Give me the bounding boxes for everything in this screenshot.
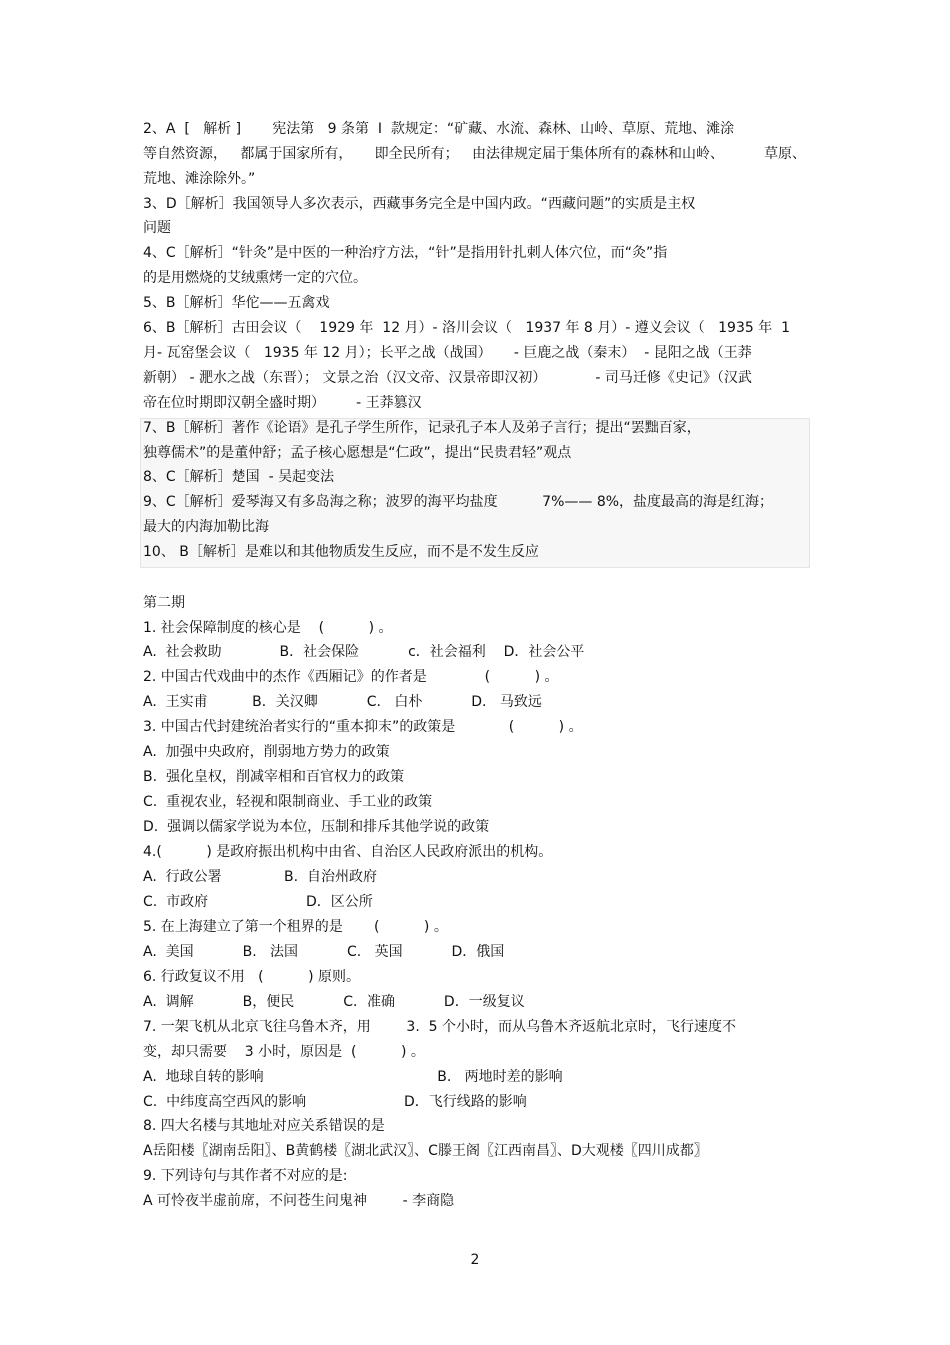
question-line: D. 强调以儒家学说为本位，压制和排斥其他学说的政策 xyxy=(143,819,490,835)
answer-line: 月- 瓦窑堡会议（ 1935 年 12 月）；长平之战（战国） - 巨鹿之战（秦末） - 昆阳之战（王莽 xyxy=(143,345,752,361)
question-line: 3. 中国古代封建统治者实行的“重本抑末”的政策是 ( ) 。 xyxy=(143,719,583,735)
question-line: A. 调解 B，便民 C．准确 D．一级复议 xyxy=(143,994,525,1010)
section-title: 第二期 xyxy=(143,595,185,611)
answer-line: 5、B［解析］华佗——五禽戏 xyxy=(143,295,330,311)
answer-line: 荒地、滩涂除外。” xyxy=(143,171,256,187)
question-line: 6. 行政复议不用 ( ) 原则。 xyxy=(143,969,361,985)
question-line: A. 社会救助 B．社会保险 c．社会福利 D．社会公平 xyxy=(143,644,585,660)
answer-line: 3、D［解析］我国领导人多次表示，西藏事务完全是中国内政。“西藏问题”的实质是主权 xyxy=(143,196,696,212)
question-line: 9. 下列诗句与其作者不对应的是: xyxy=(143,1168,348,1184)
question-line: A. 加强中央政府，削弱地方势力的政策 xyxy=(143,744,390,760)
question-line: A. 王实甫 B．关汉卿 C. 白朴 D. 马致远 xyxy=(143,694,542,710)
answer-line: 独尊儒术”的是董仲舒；孟子核心愿想是“仁政”，提出“民贵君轻”观点 xyxy=(143,445,572,461)
question-line: C. 市政府 D．区公所 xyxy=(143,894,373,910)
question-line: A 可怜夜半虚前席，不问苍生问鬼神 - 李商隐 xyxy=(143,1193,455,1209)
answer-line: 10、 B［解析］是难以和其他物质发生反应，而不是不发生反应 xyxy=(143,544,539,560)
question-line: C. 中纬度高空西风的影响 D．飞行线路的影响 xyxy=(143,1094,527,1110)
answer-line: 6、B［解析］古田会议（ 1929 年 12 月）- 洛川会议（ 1937 年 8 月）- 遵义会议（ 1935 年 1 xyxy=(143,320,791,336)
answer-line: 4、C［解析］“针灸”是中医的一种治疗方法，“针”是指用针扎刺人体穴位，而“灸”指 xyxy=(143,245,668,261)
question-line: 4.( ) 是政府振出机构中由省、自治区人民政府派出的机构。 xyxy=(143,844,553,860)
question-line: C. 重视农业，轻视和限制商业、手工业的政策 xyxy=(143,794,433,810)
question-line: A. 美国 B. 法国 C. 英国 D．俄国 xyxy=(143,944,505,960)
answer-line: 9、C［解析］爱琴海又有多岛海之称；波罗的海平均盐度 7%—— 8%，盐度最高的海是红海； xyxy=(143,494,774,510)
question-line: A. 行政公署 B. 自治州政府 xyxy=(143,869,377,885)
answer-line: 7、B［解析］著作《论语》是孔子学生所作，记录孔子本人及弟子言行；提出“罢黜百家， xyxy=(143,420,701,436)
answer-line: 帝在位时期即汉朝全盛时期） - 王莽篡汉 xyxy=(143,395,422,411)
answer-line: 的是用燃烧的艾绒熏烤一定的穴位。 xyxy=(143,270,367,286)
question-line: 1. 社会保障制度的核心是 ( ) 。 xyxy=(143,620,393,636)
answer-line: 2、A [ 解析 ] 宪法第 9 条第 I 款规定：“矿藏、水流、森林、山岭、草原、荒地、滩涂 xyxy=(143,121,735,137)
question-line: B. 强化皇权，削减宰相和百官权力的政策 xyxy=(143,769,404,785)
answer-line: 8、C［解析］楚国 - 吴起变法 xyxy=(143,469,335,485)
question-line: 8. 四大名楼与其地址对应关系错误的是 xyxy=(143,1118,385,1134)
question-line: A. 地球自转的影响 B. 两地时差的影响 xyxy=(143,1069,563,1085)
page-number: 2 xyxy=(470,1252,480,1268)
question-line: 变，却只需要 3 小时，原因是 ( ) 。 xyxy=(143,1044,425,1060)
question-line: 5. 在上海建立了第一个租界的是 ( ) 。 xyxy=(143,919,448,935)
answer-line: 最大的内海加勒比海 xyxy=(143,519,269,535)
question-line: A岳阳楼〖湖南岳阳〗、B黄鹤楼〖湖北武汉〗、C滕王阁〖江西南昌〗、D大观楼〖四川成都〗 xyxy=(143,1143,708,1159)
answer-line: 问题 xyxy=(143,220,171,236)
answer-line: 新朝） - 淝水之战（东晋）； 文景之治（汉文帝、汉景帝即汉初） - 司马迁修《史记》（汉武 xyxy=(143,370,752,386)
answer-line: 等自然资源， 都属于国家所有， 即全民所有； 由法律规定届于集体所有的森林和山岭、 草原、 xyxy=(143,146,807,162)
question-line: 2. 中国古代戏曲中的杰作《西厢记》的作者是 ( ) 。 xyxy=(143,669,559,685)
question-line: 7. 一架飞机从北京飞往乌鲁木齐，用 3. 5 个小时，而从乌鲁木齐返航北京时，飞行速度不 xyxy=(143,1019,737,1035)
